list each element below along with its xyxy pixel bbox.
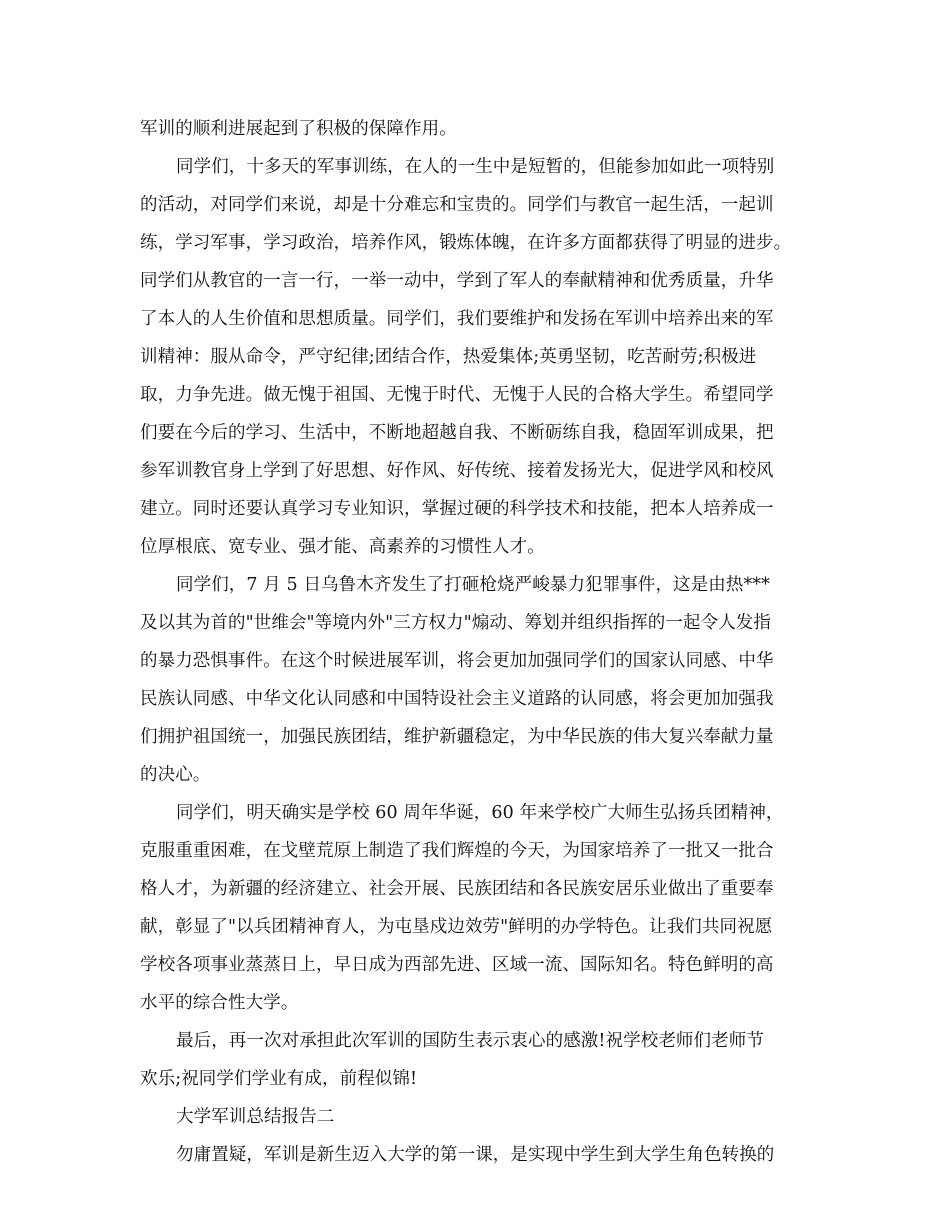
- text-line: 勿庸置疑，军训是新生迈入大学的第一课，是实现中学生到大学生角色转换的: [176, 1145, 775, 1165]
- section-heading: 大学军训总结报告二: [176, 1107, 335, 1127]
- text-line: 建立。同时还要认真学习专业知识，掌握过硬的科学技术和技能，把本人培养成一: [140, 499, 774, 519]
- text-line: 最后，再一次对承担此次军训的国防生表示衷心的感激!祝学校老师们老师节: [176, 1031, 764, 1051]
- text-line: 的活动，对同学们来说，却是十分难忘和宝贵的。同学们与教官一起生活，一起训: [140, 195, 774, 215]
- text-line: 取，力争先进。做无愧于祖国、无愧于时代、无愧于人民的合格大学生。希望同学: [140, 385, 774, 405]
- text-line: 欢乐;祝同学们学业有成，前程似锦!: [140, 1069, 418, 1089]
- text-line: 训精神：服从命令，严守纪律;团结合作，热爱集体;英勇坚韧，吃苦耐劳;积极进: [140, 347, 757, 367]
- text-line: 的决心。: [140, 765, 211, 785]
- text-line: 的暴力恐惧事件。在这个时候进展军训，将会更加加强同学们的国家认同感、中华: [140, 651, 774, 671]
- text-line: 同学们，十多天的军事训练，在人的一生中是短暂的，但能参加如此一项特别: [176, 157, 775, 177]
- text-line: 克服重重困难，在戈壁荒原上制造了我们辉煌的今天，为国家培养了一批又一批合: [140, 841, 774, 861]
- text-line: 同学们，7 月 5 日乌鲁木齐发生了打砸枪烧严峻暴力犯罪事件，这是由热***: [176, 575, 771, 595]
- text-line: 们要在今后的学习、生活中，不断地超越自我、不断砺练自我，稳固军训成果，把: [140, 423, 774, 443]
- text-line: 了本人的人生价值和思想质量。同学们，我们要维护和发扬在军训中培养出来的军: [140, 309, 774, 329]
- text-line: 练，学习军事，学习政治，培养作风，锻炼体魄，在许多方面都获得了明显的进步。: [140, 233, 792, 253]
- text-line: 们拥护祖国统一，加强民族团结，维护新疆稳定，为中华民族的伟大复兴奉献力量: [140, 727, 774, 747]
- text-line: 民族认同感、中华文化认同感和中国特设社会主义道路的认同感，将会更加加强我: [140, 689, 774, 709]
- text-line: 水平的综合性大学。: [140, 993, 299, 1013]
- text-line: 同学们，明天确实是学校 60 周年华诞，60 年来学校广大师生弘扬兵团精神，: [176, 803, 784, 823]
- text-line: 位厚根底、宽专业、强才能、高素养的习惯性人才。: [140, 537, 545, 557]
- text-line: 学校各项事业蒸蒸日上，早日成为西部先进、区域一流、国际知名。特色鲜明的高: [140, 955, 774, 975]
- text-line: 同学们从教官的一言一行，一举一动中，学到了军人的奉献精神和优秀质量，升华: [140, 271, 774, 291]
- text-line: 献，彰显了"以兵团精神育人，为屯垦戍边效劳"鲜明的办学特色。让我们共同祝愿: [140, 917, 773, 937]
- text-line: 格人才，为新疆的经济建立、社会开展、民族团结和各民族安居乐业做出了重要奉: [140, 879, 774, 899]
- text-line: 及以其为首的"世维会"等境内外"三方权力"煽动、筹划并组织指挥的一起令人发指: [140, 613, 771, 633]
- text-line: 军训的顺利进展起到了积极的保障作用。: [140, 119, 457, 139]
- text-line: 参军训教官身上学到了好思想、好作风、好传统、接着发扬光大，促进学风和校风: [140, 461, 774, 481]
